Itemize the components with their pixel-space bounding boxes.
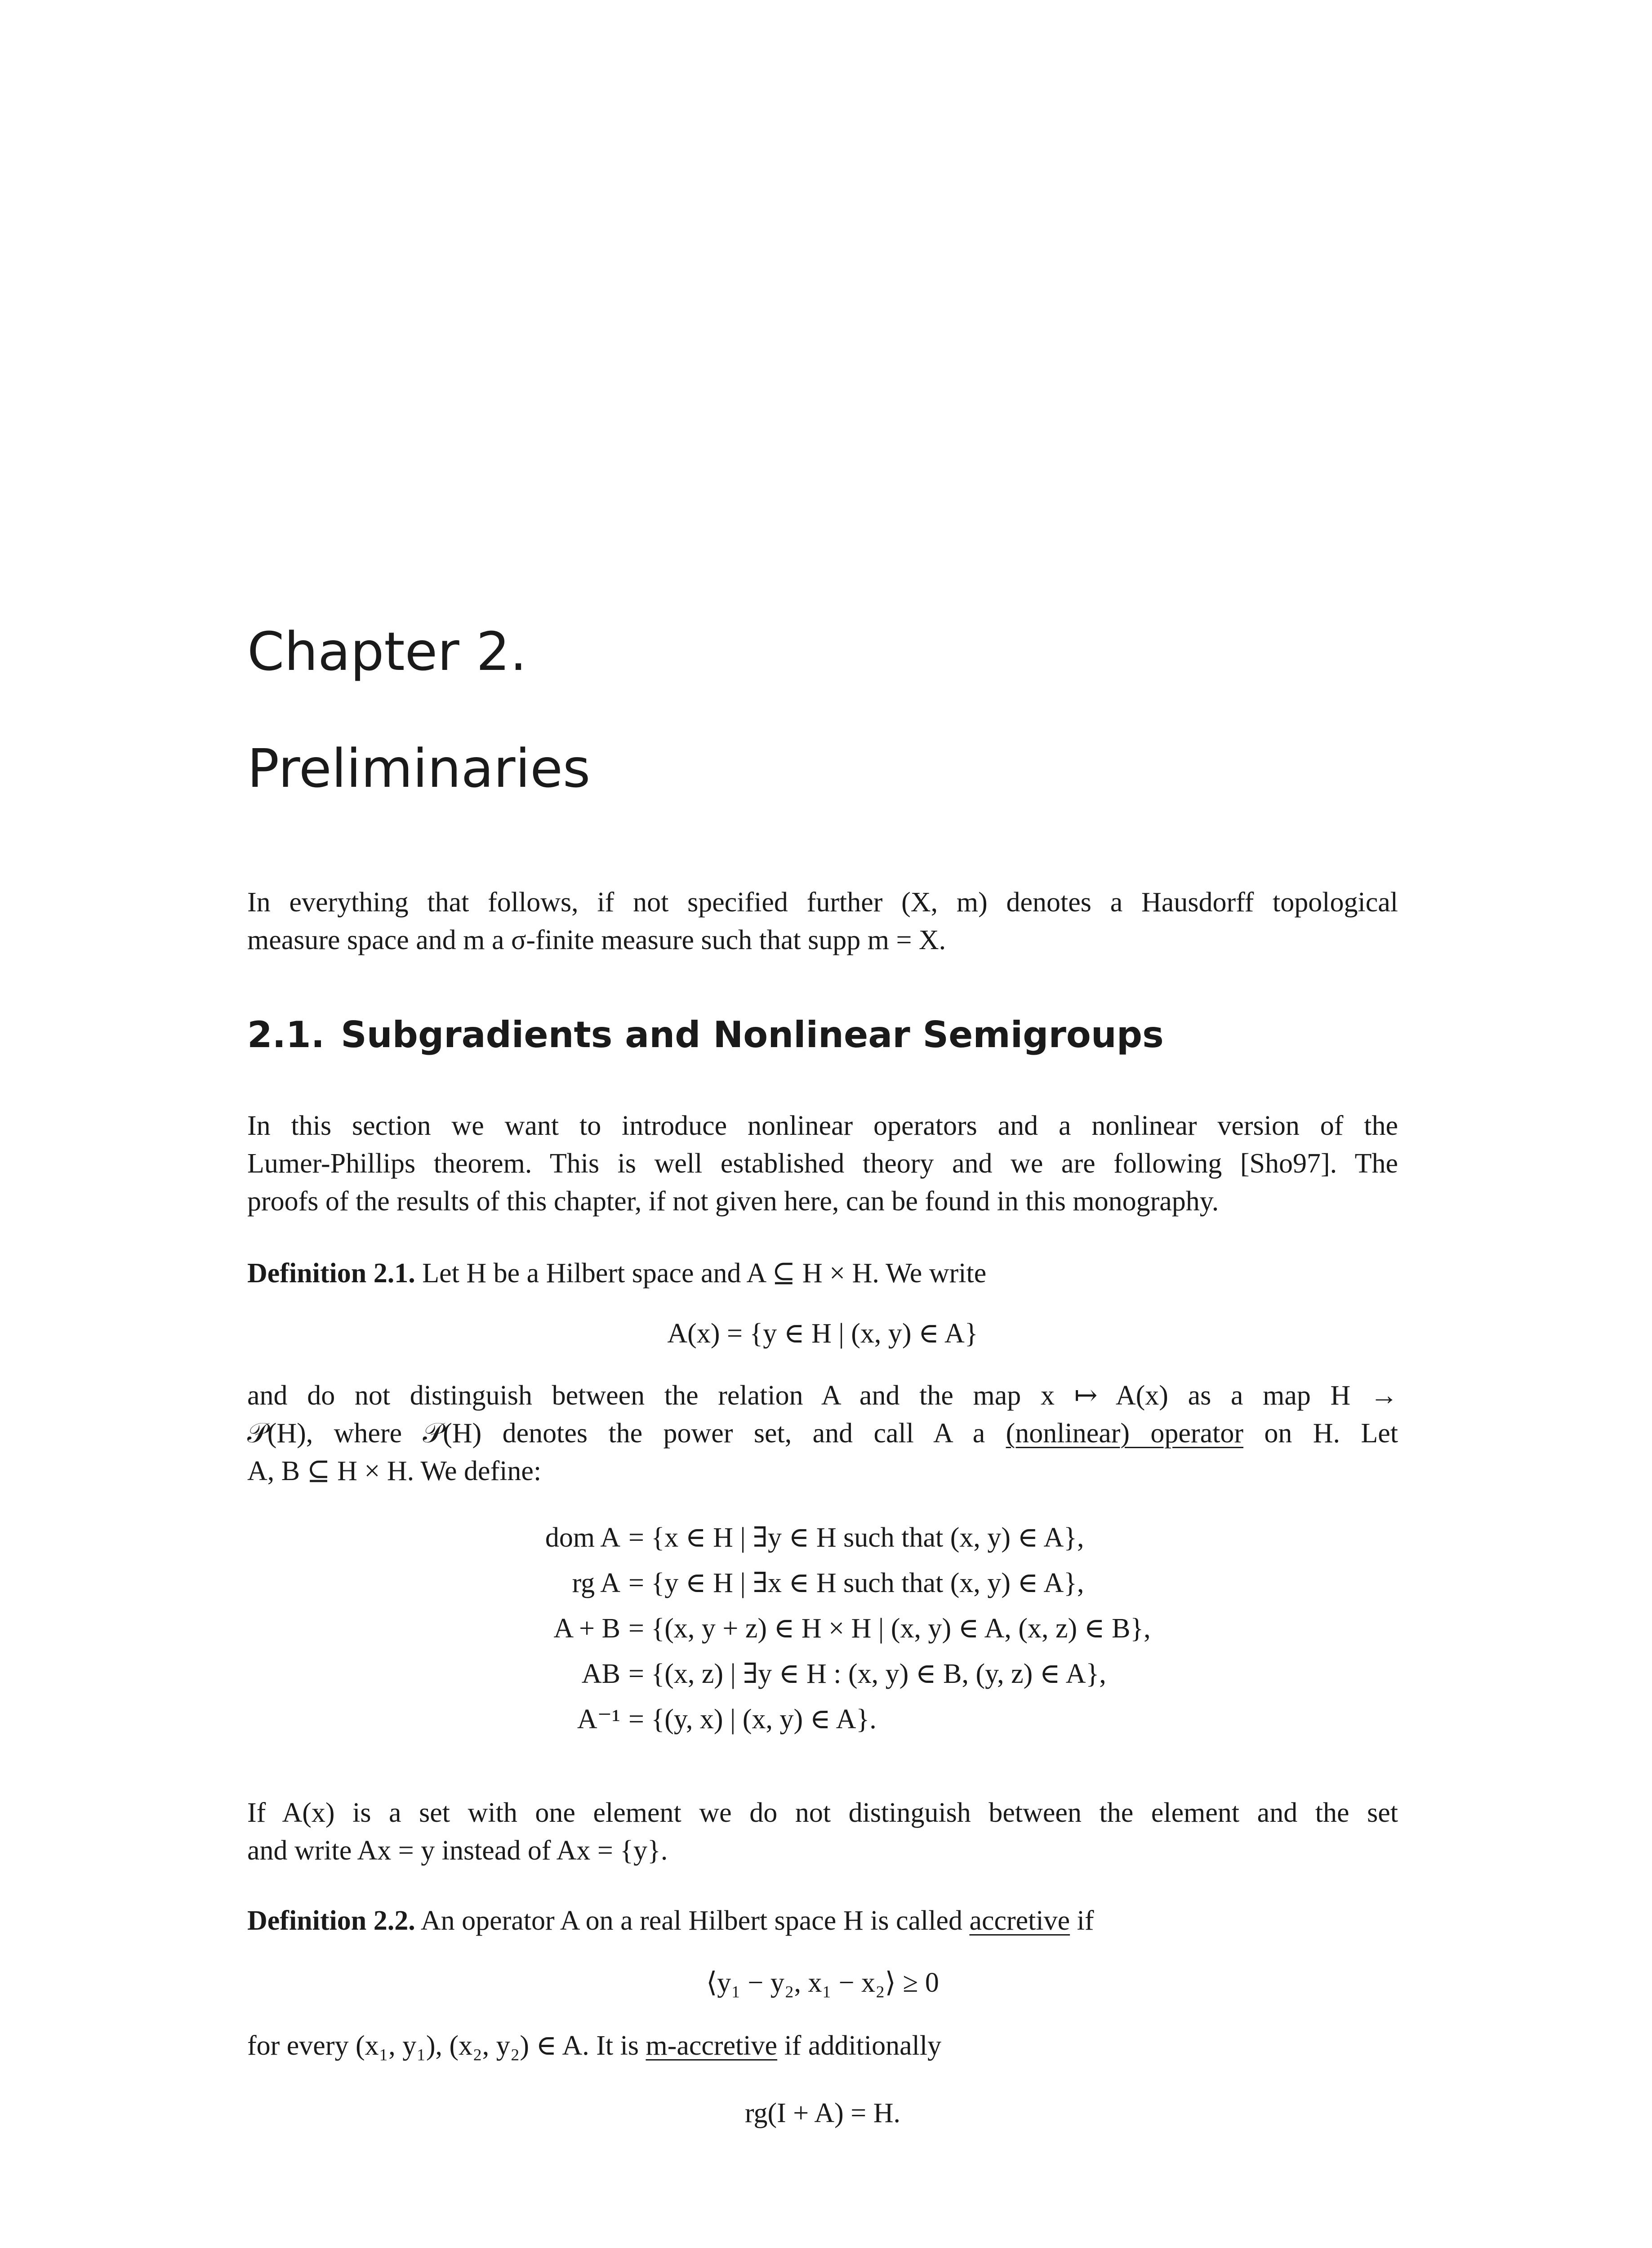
term-accretive: accretive bbox=[969, 1905, 1070, 1936]
equation-row bbox=[468, 1697, 1151, 1742]
section-number: 2.1. bbox=[247, 1014, 325, 1056]
display-equation-Ax: A(x) = {y ∈ H | (x, y) ∈ A} bbox=[667, 1318, 978, 1349]
equation-rhs: = {(x, z) | ∃y ∈ H : (x, y) ∈ B, (y, z) ∈ A}, bbox=[628, 1659, 1106, 1689]
equation-rhs: = {x ∈ H | ∃y ∈ H such that (x, y) ∈ A}, bbox=[628, 1522, 1084, 1553]
display-equation-range: rg(I + A) = H. bbox=[744, 2098, 901, 2128]
note-line: and write Ax = y instead of Ax = {y}. bbox=[247, 1835, 668, 1866]
section-title: Subgradients and Nonlinear Semigroups bbox=[341, 1014, 1164, 1056]
note-paragraph bbox=[247, 1794, 1398, 1869]
equation-rhs: = {(y, x) | (x, y) ∈ A}. bbox=[628, 1704, 877, 1735]
term-nonlinear-operator: (nonlinear) operator bbox=[1006, 1418, 1243, 1449]
section-intro-paragraph bbox=[247, 1107, 1398, 1220]
equation-rhs: = {(x, y + z) ∈ H × H | (x, y) ∈ A, (x, z) ∈ B}, bbox=[628, 1613, 1151, 1644]
definition-text: if bbox=[1077, 1905, 1094, 1936]
definitions-equation-array bbox=[468, 1515, 1151, 1742]
equation-lhs: A⁻¹ bbox=[577, 1704, 620, 1735]
equation-rhs: = {y ∈ H | ∃x ∈ H such that (x, y) ∈ A}, bbox=[628, 1568, 1084, 1598]
definition-text: An operator A on a real Hilbert space H is called bbox=[420, 1905, 962, 1936]
definition-line: 𝒫(H), where 𝒫(H) denotes the power set, and call A a bbox=[247, 1418, 985, 1449]
definition-text: Let H be a Hilbert space and A ⊆ H × H. We write bbox=[422, 1258, 987, 1289]
equation-row bbox=[468, 1606, 1151, 1651]
note-line: If A(x) is a set with one element we do not distinguish between the element and the set bbox=[247, 1798, 1398, 1828]
definition-line: if additionally bbox=[784, 2030, 942, 2061]
section-intro-line: Lumer-Phillips theorem. This is well established theory and we are following [Sho97]. The bbox=[247, 1148, 1398, 1179]
chapter-title: Preliminaries bbox=[247, 737, 591, 799]
equation-lhs: rg A bbox=[572, 1568, 620, 1598]
section-intro-line: proofs of the results of this chapter, if not given here, can be found in this monography. bbox=[247, 1186, 1219, 1217]
definition-line: for every (x₁, y₁), (x₂, y₂) ∈ A. It is bbox=[247, 2030, 639, 2061]
equation-lhs: dom A bbox=[545, 1522, 620, 1553]
intro-line: In everything that follows, if not specified further (X, m) denotes a Hausdorff topological bbox=[247, 887, 1398, 918]
display-equation-accretive: ⟨y₁ − y₂, x₁ − x₂⟩ ≥ 0 bbox=[706, 1967, 939, 1998]
definition-label: Definition 2.1. bbox=[247, 1258, 415, 1289]
definition-2-2 bbox=[247, 1902, 1398, 1940]
equation-lhs: A + B bbox=[553, 1613, 620, 1644]
section-intro-line: In this section we want to introduce nonlinear operators and a nonlinear version of the bbox=[247, 1111, 1398, 1141]
definition-2-2-body bbox=[247, 2027, 1398, 2065]
chapter-label: Chapter 2. bbox=[247, 620, 527, 682]
equation-row bbox=[468, 1515, 1151, 1561]
definition-line: and do not distinguish between the relation A and the map x ↦ A(x) as a map H → bbox=[247, 1380, 1398, 1411]
equation-row bbox=[468, 1651, 1151, 1697]
definition-2-1 bbox=[247, 1254, 1398, 1292]
term-m-accretive: m-accretive bbox=[646, 2030, 778, 2061]
section-heading bbox=[247, 1014, 1164, 1056]
equation-lhs: AB bbox=[581, 1659, 620, 1689]
definition-line: on H. Let bbox=[1264, 1418, 1398, 1449]
intro-paragraph bbox=[247, 883, 1398, 959]
intro-line: measure space and m a σ-finite measure such that supp m = X. bbox=[247, 925, 946, 955]
definition-label: Definition 2.2. bbox=[247, 1905, 415, 1936]
definition-2-1-body bbox=[247, 1377, 1398, 1490]
equation-row bbox=[468, 1561, 1151, 1606]
definition-line: A, B ⊆ H × H. We define: bbox=[247, 1456, 542, 1486]
